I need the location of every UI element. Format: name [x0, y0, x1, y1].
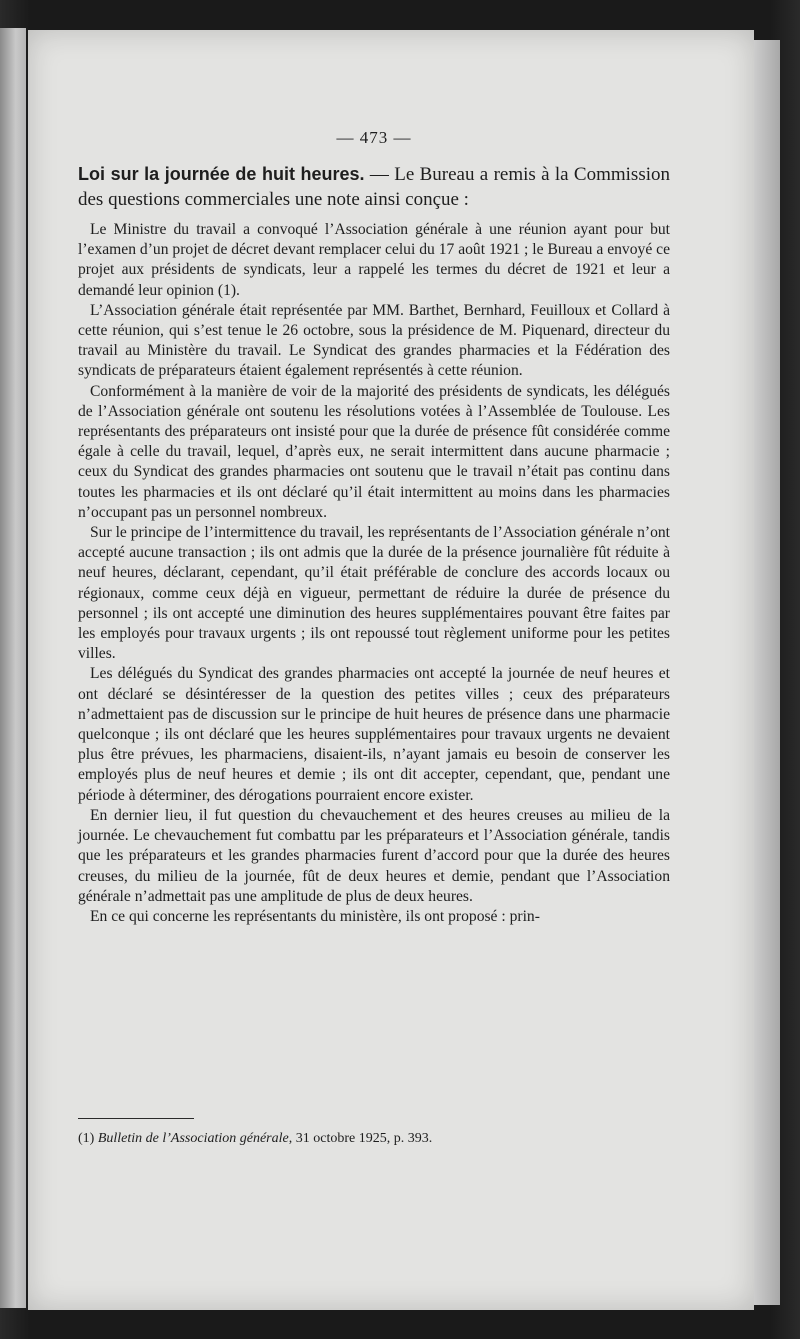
footnote-source: Bulletin de l’Association générale	[97, 1131, 289, 1146]
left-page-edge	[0, 28, 26, 1308]
footnote	[78, 1130, 670, 1148]
section-intro: — Le Bureau a remis à la Commission des questions commerciales une note ainsi conçue :	[78, 164, 670, 210]
right-page-edge	[752, 40, 780, 1305]
footnote-marker: (1)	[78, 1131, 98, 1146]
paragraph: En ce qui concerne les représentants du ministère, ils ont proposé : prin-	[90, 907, 540, 925]
paragraph: Conformément à la manière de voir de la majorité des présidents de syndicats, les délégués de l’Association générale ont soutenu les résolutions votées à l’Assemblée de Toulouse. Les représentants des préparateurs ont insisté pour que la durée de présence fût considérée comme égale à celle du travail, lequel, d’après eux, ne serait intermittent dans aucune pharmacie ; ceux du Syndicat des grandes pharmacies ont soutenu que le travail n’était pas continu dans toutes les pharmacies et ils ont déclaré qu’il était intermittent au moins dans les pharmacies n’occupant pas un personnel nombreux.	[78, 382, 670, 521]
footnote-divider	[78, 1118, 194, 1119]
page-number: — 473 —	[336, 128, 412, 147]
book-page	[28, 30, 754, 1310]
paragraph: Les délégués du Syndicat des grandes pharmacies ont accepté la journée de neuf heures et ont déclaré se désintéresser de la question des petites villes ; ceux des préparateurs n’admettaient pas de discussion sur le principe de huit heures de présence dans une pharmacie quelconque ; ils ont déclaré que les heures supplémentaires pour travaux urgents ne devaient plus être prévues, les pharmaciens, disaient-ils, n’ayant jamais eu besoin de conserver les employés plus de neuf heures et demie ; ils ont dit accepter, cependant, que, pendant une période à déterminer, des dérogations pourraient encore exister.	[78, 665, 670, 804]
paragraph: Le Ministre du travail a convoqué l’Association générale à une réunion ayant pour but l’examen d’un projet de décret devant remplacer celui du 17 août 1921 ; le Bureau a envoyé ce projet aux présidents de syndicats, leur a rappelé les termes du décret de 1921 et leur a demandé leur opinion (1).	[78, 221, 670, 299]
section-heading	[78, 162, 670, 212]
paragraph: Sur le principe de l’intermittence du travail, les représentants de l’Association générale n’ont accepté aucune transaction ; ils ont admis que la durée de la présence journalière fût réduite à neuf heures, déclarant, cependant, qu’il était préférable de conclure des accords locaux ou régionaux, comme ceux déjà en vigueur, permettant de réduire la durée de présence du personnel ; ils ont accepté une diminution des heures supplémentaires pouvant être faites par les employés pour travaux urgents ; ils ont repoussé tout règlement uniforme pour les petites villes.	[78, 524, 670, 663]
footnote-details: , 31 octobre 1925, p. 393.	[288, 1131, 433, 1146]
paragraph: L’Association générale était représentée par MM. Barthet, Bernhard, Feuilloux et Collard à cette réunion, qui s’est tenue le 26 octobre, sous la présidence de M. Piquenard, directeur du travail au Ministère du travail. Le Syndicat des grandes pharmacies et la Fédération des syndicats de préparateurs étaient également représentés à cette réunion.	[78, 301, 670, 380]
paragraph: En dernier lieu, il fut question du chevauchement et des heures creuses au milieu de la journée. Le chevauchement fut combattu par les préparateurs et l’Association générale, tandis que les préparateurs et les grandes pharmacies furent d’accord pour que la durée des heures creuses, du milieu de la journée, fût de deux heures et demie, pendant que l’Association générale n’admettait pas une amplitude de plus de deux heures.	[78, 806, 670, 905]
section-title: Loi sur la journée de huit heures.	[78, 164, 365, 184]
body-text	[78, 220, 670, 927]
